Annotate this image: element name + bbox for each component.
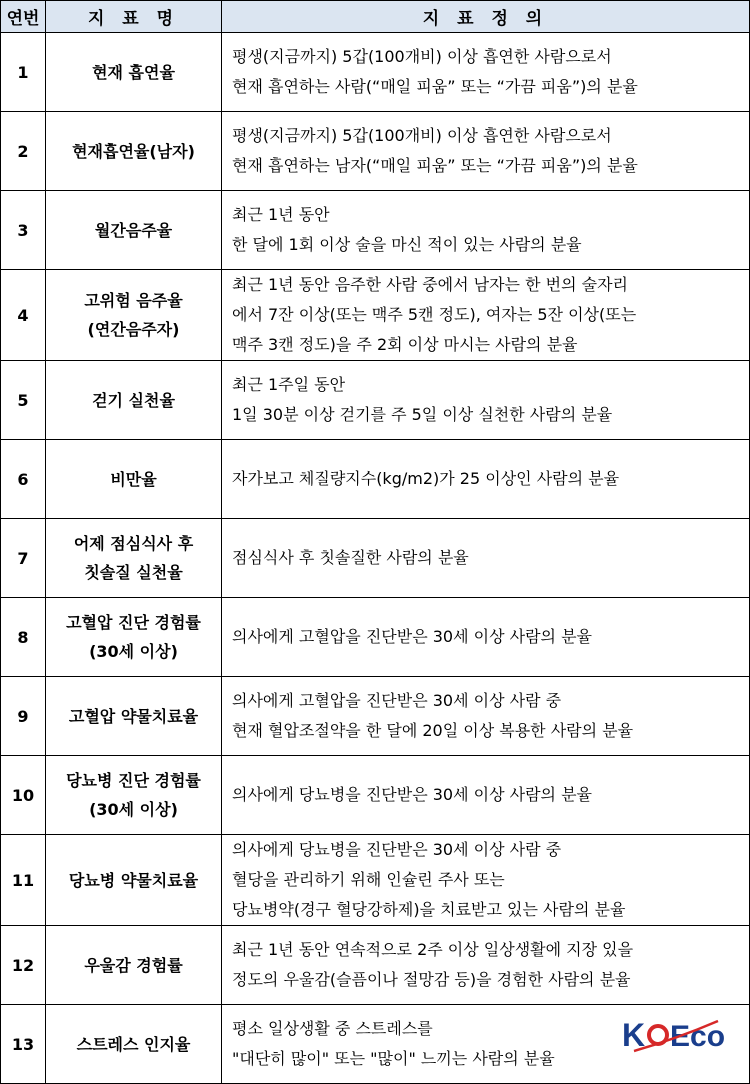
indicator-definition-line: 자가보고 체질량지수(kg/m2)가 25 이상인 사람의 분율 <box>232 469 620 488</box>
indicator-definition-line: 최근 1주일 동안 <box>232 375 346 394</box>
indicator-name-line: 칫솔질 실천율 <box>84 563 183 582</box>
table-row <box>1 835 750 926</box>
indicator-definition-line: 최근 1년 동안 음주한 사람 중에서 남자는 한 번의 술자리 <box>232 275 628 294</box>
indicator-definition-line: 현재 혈압조절약을 한 달에 20일 이상 복용한 사람의 분율 <box>232 721 634 740</box>
indicator-definition-line: 의사에게 고혈압을 진단받은 30세 이상 사람 중 <box>232 691 562 710</box>
indicator-name-line: 어제 점심식사 후 <box>73 534 194 553</box>
header-name: 지 표 명 <box>46 1 222 33</box>
row-number: 12 <box>1 926 46 1005</box>
indicator-name-line: (30세 이상) <box>89 800 178 819</box>
indicator-name <box>46 756 222 835</box>
row-number: 13 <box>1 1005 46 1084</box>
indicator-definition-line: 평소 일상생활 중 스트레스를 <box>232 1019 433 1038</box>
table-body <box>1 33 750 1084</box>
indicator-definition <box>222 519 750 598</box>
row-number: 3 <box>1 191 46 270</box>
row-number: 9 <box>1 677 46 756</box>
indicator-definition-line: 평생(지금까지) 5갑(100개비) 이상 흡연한 사람으로서 <box>232 126 612 145</box>
indicator-definition-line: 에서 7잔 이상(또는 맥주 5캔 정도), 여자는 5잔 이상(또는 <box>232 305 637 324</box>
indicator-definition <box>222 835 750 926</box>
row-number: 4 <box>1 270 46 361</box>
indicator-name-line: 현재흡연율(남자) <box>72 141 195 161</box>
indicator-name <box>46 112 222 191</box>
indicator-name-line: (연간음주자) <box>87 320 180 339</box>
indicator-definition <box>222 926 750 1005</box>
table-row <box>1 519 750 598</box>
indicator-definition <box>222 361 750 440</box>
row-number: 1 <box>1 33 46 112</box>
table-row <box>1 677 750 756</box>
indicator-name-line: 비만율 <box>110 469 157 489</box>
indicator-definition-line: 의사에게 고혈압을 진단받은 30세 이상 사람의 분율 <box>232 627 592 646</box>
logo-letters-eco: Eco <box>670 1020 726 1053</box>
table-row <box>1 191 750 270</box>
indicator-name <box>46 33 222 112</box>
indicator-name-line: 당뇨병 진단 경험률 <box>66 771 201 790</box>
table-row <box>1 112 750 191</box>
indicator-definition-line: 한 달에 1회 이상 술을 마신 적이 있는 사람의 분율 <box>232 235 582 254</box>
table-row <box>1 361 750 440</box>
indicator-definition-line: 의사에게 당뇨병을 진단받은 30세 이상 사람 중 <box>232 840 562 859</box>
indicator-name-line: 현재 흡연율 <box>92 62 175 82</box>
header-no: 연번 <box>1 1 46 33</box>
indicator-name <box>46 440 222 519</box>
indicator-definition <box>222 756 750 835</box>
indicator-name-line: 우울감 경험률 <box>84 955 183 975</box>
indicator-name <box>46 926 222 1005</box>
indicator-definition <box>222 112 750 191</box>
header-definition: 지 표 정 의 <box>222 1 750 33</box>
indicator-definition <box>222 598 750 677</box>
indicator-name <box>46 677 222 756</box>
indicator-name <box>46 598 222 677</box>
row-number: 7 <box>1 519 46 598</box>
indicator-name-line: 당뇨병 약물치료율 <box>68 870 199 890</box>
table-row <box>1 270 750 361</box>
indicator-definition-line: 현재 흡연하는 사람(“매일 피움” 또는 “가끔 피움”)의 분율 <box>232 77 638 96</box>
row-number: 10 <box>1 756 46 835</box>
table-row <box>1 33 750 112</box>
indicator-name-line: 고혈압 약물치료율 <box>68 706 199 726</box>
indicator-definition <box>222 270 750 361</box>
indicator-definition <box>222 191 750 270</box>
indicator-definition-line: 의사에게 당뇨병을 진단받은 30세 이상 사람의 분율 <box>232 785 592 804</box>
indicator-name <box>46 519 222 598</box>
indicator-name <box>46 835 222 926</box>
row-number: 2 <box>1 112 46 191</box>
indicator-definition <box>222 677 750 756</box>
indicator-name-line: (30세 이상) <box>89 642 178 661</box>
table-row <box>1 440 750 519</box>
indicator-name-line: 고혈압 진단 경험률 <box>66 613 201 632</box>
indicator-definition-line: 최근 1년 동안 연속적으로 2주 이상 일상생활에 지장 있을 <box>232 940 634 959</box>
koeco-logo <box>618 1013 746 1057</box>
row-number: 8 <box>1 598 46 677</box>
row-number: 6 <box>1 440 46 519</box>
indicator-name-line: 월간음주율 <box>94 220 173 240</box>
indicator-definition-line: 평생(지금까지) 5갑(100개비) 이상 흡연한 사람으로서 <box>232 47 612 66</box>
logo-letter-k: K <box>622 1017 646 1053</box>
indicator-definition-line: 혈당을 관리하기 위해 인슐린 주사 또는 <box>232 870 505 889</box>
indicator-name-line: 걷기 실천율 <box>92 390 175 410</box>
header-row <box>1 1 750 33</box>
logo-letter-o: o <box>651 1020 670 1053</box>
indicator-definition-line: 1일 30분 이상 걷기를 주 5일 이상 실천한 사람의 분율 <box>232 405 613 424</box>
indicator-name <box>46 361 222 440</box>
indicator-definition-line: 현재 흡연하는 남자(“매일 피움” 또는 “가끔 피움”)의 분율 <box>232 156 638 175</box>
indicator-definition-line: 최근 1년 동안 <box>232 205 330 224</box>
indicator-name <box>46 270 222 361</box>
row-number: 5 <box>1 361 46 440</box>
indicator-definition-line: "대단히 많이" 또는 "많이" 느끼는 사람의 분율 <box>232 1049 555 1068</box>
table-row <box>1 598 750 677</box>
table-row <box>1 926 750 1005</box>
indicator-name <box>46 191 222 270</box>
row-number: 11 <box>1 835 46 926</box>
indicator-name-line: 스트레스 인지율 <box>76 1034 191 1054</box>
indicator-name <box>46 1005 222 1084</box>
indicator-definition-line: 당뇨병약(경구 혈당강하제)을 치료받고 있는 사람의 분율 <box>232 900 626 919</box>
indicator-definition-line: 맥주 3캔 정도)을 주 2회 이상 마시는 사람의 분율 <box>232 335 578 354</box>
table-row <box>1 756 750 835</box>
indicator-definition-line: 점심식사 후 칫솔질한 사람의 분율 <box>232 548 469 567</box>
indicator-definition <box>222 440 750 519</box>
indicator-definition <box>222 33 750 112</box>
indicator-name-line: 고위험 음주율 <box>84 291 183 310</box>
indicator-definition-line: 정도의 우울감(슬픔이나 절망감 등)을 경험한 사람의 분율 <box>232 970 631 989</box>
